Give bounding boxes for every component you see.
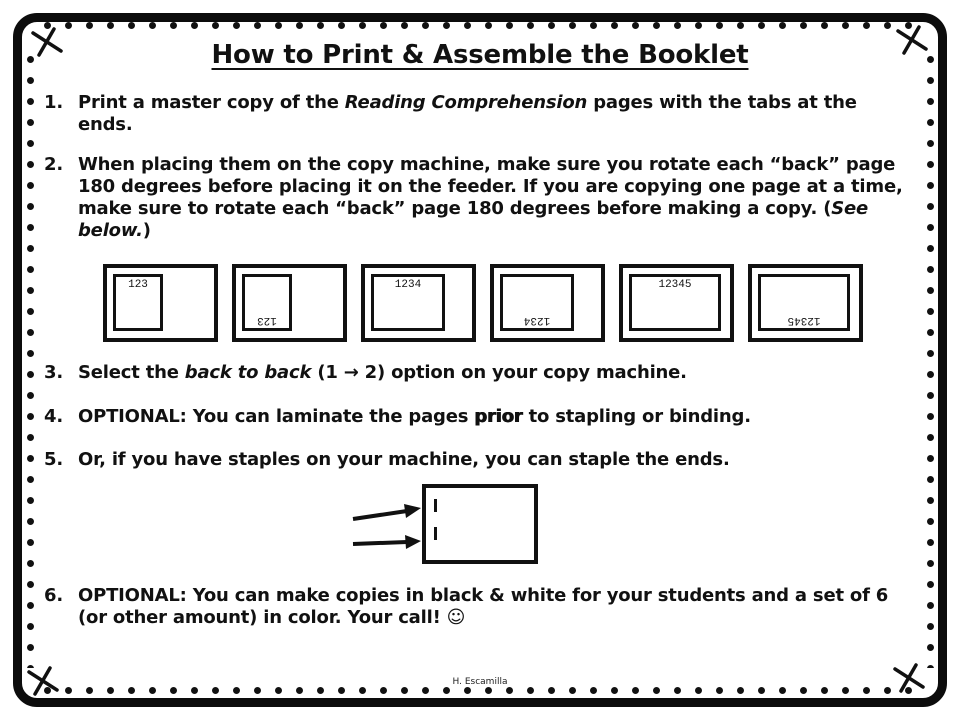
staple-diagram bbox=[352, 484, 612, 564]
instruction-text bbox=[78, 92, 916, 136]
text-segment: pages with the tabs at the ends. bbox=[78, 92, 857, 135]
sheet-front-12345 bbox=[619, 264, 734, 342]
page-label: 1234 bbox=[523, 314, 551, 326]
sheet-back-123-rotated bbox=[232, 264, 347, 342]
instruction-number: 5. bbox=[44, 449, 63, 470]
list-item-4 bbox=[44, 406, 916, 428]
dotted-border-bottom bbox=[44, 687, 916, 694]
list-item-3 bbox=[44, 362, 916, 384]
text-segment: Print a master copy of the bbox=[78, 92, 345, 113]
text-segment: Select the bbox=[78, 362, 185, 383]
page-title: How to Print & Assemble the Booklet bbox=[211, 40, 749, 70]
page-label: 12345 bbox=[787, 314, 821, 326]
emphasis-bold: prior bbox=[474, 406, 523, 427]
sheet-back-12345-rotated bbox=[748, 264, 863, 342]
text-segment: When placing them on the copy machine, make sure you rotate each “back” page 180 degrees before placing it on the feeder. If you are copying one page at a time, make sure to rotate each “back” page 180 degrees before making a copy. ( bbox=[78, 154, 903, 219]
page-thumbnail-rotated bbox=[758, 274, 850, 331]
list-item-6 bbox=[44, 585, 916, 629]
sheet-front-123 bbox=[103, 264, 218, 342]
page-thumbnail-rotated bbox=[500, 274, 574, 331]
page-thumbnail bbox=[113, 274, 163, 331]
dotted-border-right bbox=[927, 56, 934, 668]
instruction-list bbox=[44, 92, 916, 629]
emphasis-italic: back to back bbox=[184, 362, 312, 383]
sheet-front-1234 bbox=[361, 264, 476, 342]
author-credit: H. Escamilla bbox=[452, 677, 508, 687]
sheet-back-1234-rotated bbox=[490, 264, 605, 342]
instruction-text: OPTIONAL: You can make copies in black & white for your students and a set of 6 (or other amount) in color. Your call! ☺ bbox=[78, 585, 889, 628]
stapled-page bbox=[422, 484, 538, 564]
arrow-head-icon bbox=[404, 504, 421, 518]
page-label: 123 bbox=[128, 279, 148, 291]
staple-mark bbox=[434, 527, 437, 540]
page-label: 123 bbox=[257, 314, 277, 326]
list-item-1 bbox=[44, 92, 916, 136]
instruction-number: 4. bbox=[44, 406, 63, 427]
emphasis-italic: See below. bbox=[78, 198, 869, 241]
arrow-head-icon bbox=[405, 535, 421, 549]
dotted-border-left bbox=[27, 56, 34, 668]
text-segment: ) bbox=[142, 220, 151, 241]
instruction-text bbox=[78, 362, 916, 384]
page-thumbnail bbox=[629, 274, 721, 331]
staple-mark bbox=[434, 499, 437, 512]
page-thumbnail-rotated bbox=[242, 274, 292, 331]
document-body bbox=[44, 36, 916, 629]
instruction-number: 3. bbox=[44, 362, 63, 383]
emphasis-italic: Reading Comprehension bbox=[344, 92, 588, 113]
instruction-number: 2. bbox=[44, 154, 63, 175]
dotted-border-top bbox=[44, 22, 916, 29]
text-segment: (1 → 2) option on your copy machine. bbox=[311, 362, 687, 383]
text-segment: OPTIONAL: You can laminate the pages bbox=[78, 406, 475, 427]
text-segment: to stapling or binding. bbox=[522, 406, 751, 427]
list-item-2 bbox=[44, 154, 916, 242]
arrow-icons bbox=[352, 494, 424, 554]
page-label: 1234 bbox=[394, 279, 422, 291]
page-rotation-diagram bbox=[103, 264, 916, 342]
instruction-text bbox=[78, 154, 916, 242]
list-item-5 bbox=[44, 449, 916, 471]
instruction-number: 1. bbox=[44, 92, 63, 113]
instruction-text: Or, if you have staples on your machine, you can staple the ends. bbox=[78, 449, 730, 470]
page-thumbnail bbox=[371, 274, 445, 331]
instruction-text bbox=[78, 406, 916, 428]
page-label: 12345 bbox=[658, 279, 692, 291]
instruction-number: 6. bbox=[44, 585, 63, 606]
